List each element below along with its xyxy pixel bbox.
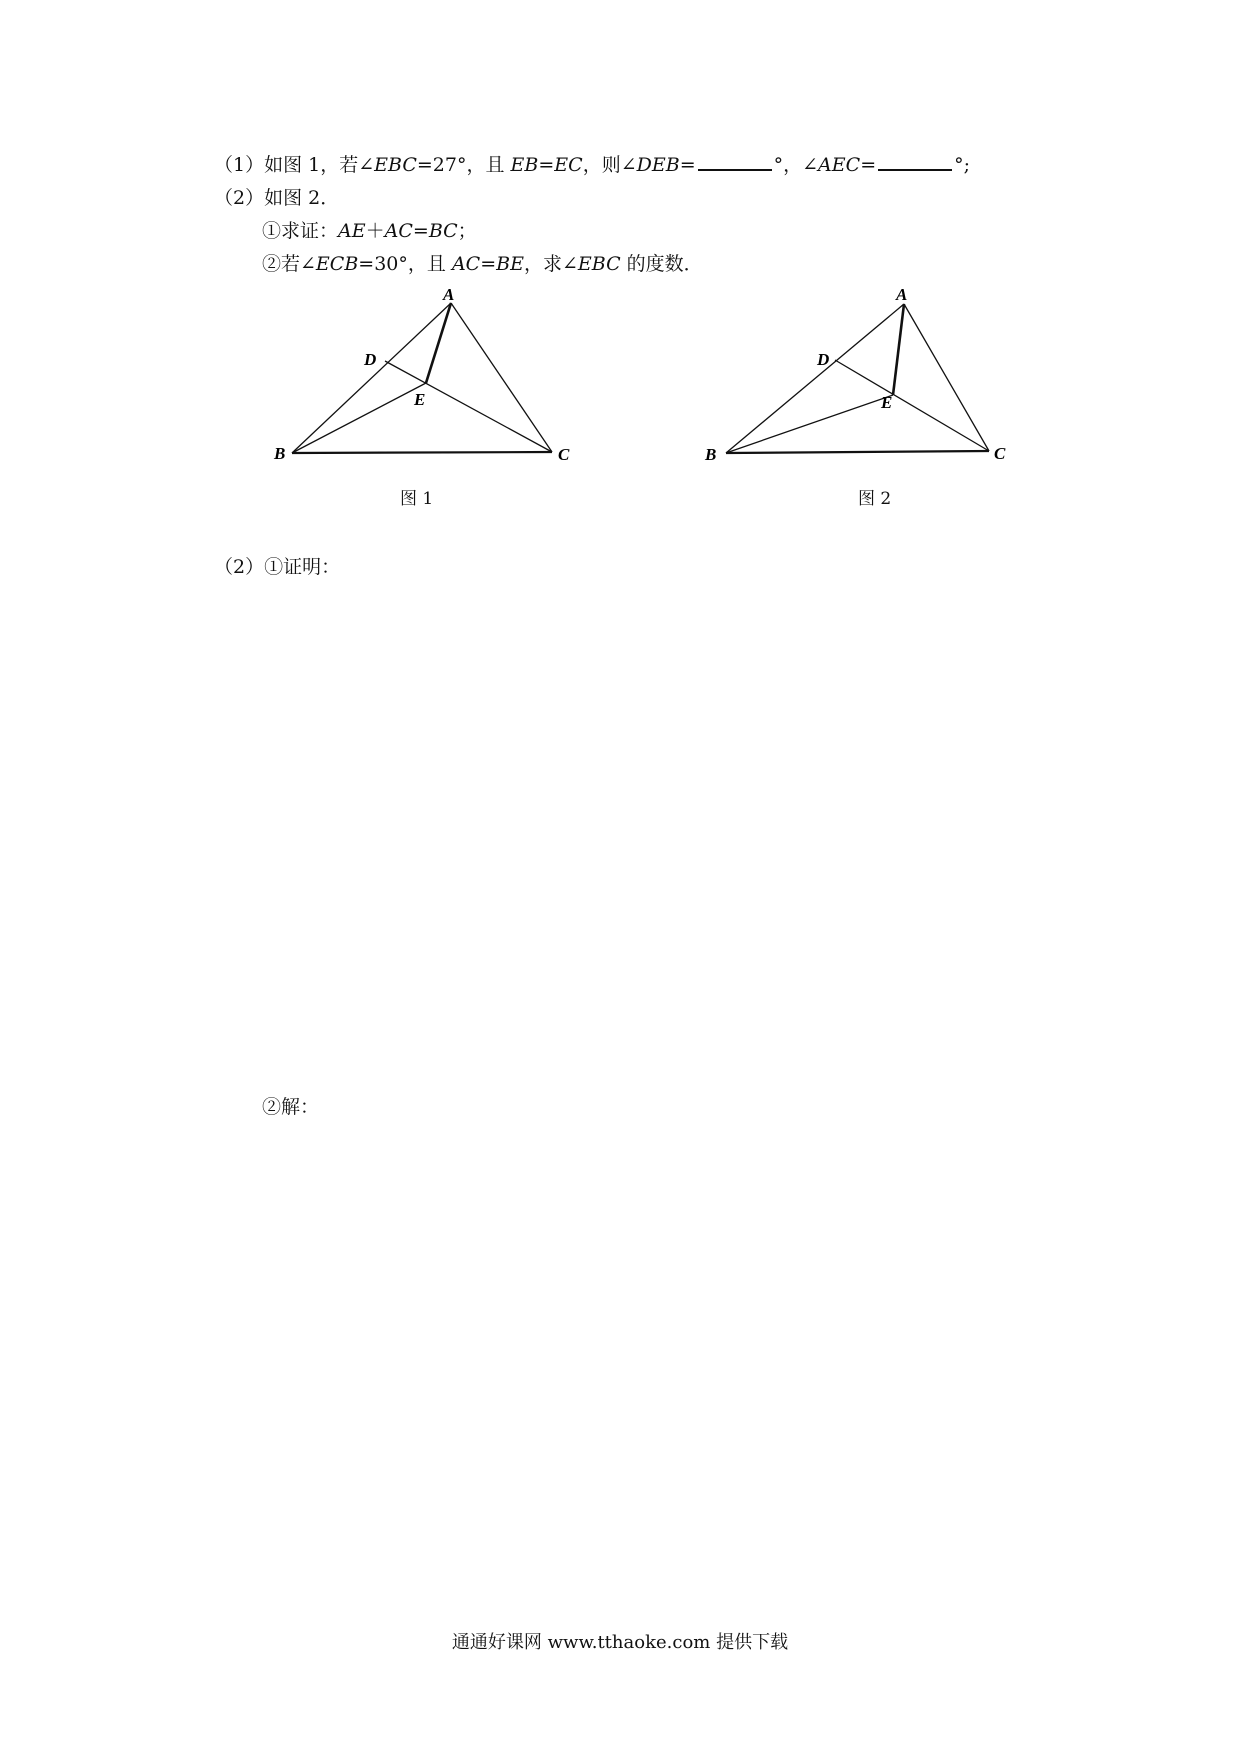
label-e: E	[414, 390, 426, 409]
solution-label: ②解：	[262, 1096, 320, 1118]
segment-ac	[451, 303, 552, 452]
question-2-part-1: ①求证：AE＋AC=BC；	[262, 220, 477, 242]
label-a: A	[896, 285, 908, 304]
segment-bc	[292, 452, 552, 453]
segment-ac	[904, 304, 989, 451]
question-2-part-2: ②若∠ECB=30°，且 AC=BE，求∠EBC 的度数．	[262, 253, 703, 275]
segment-be	[726, 395, 893, 453]
figure-2-caption: 图 2	[858, 489, 892, 509]
segment-dc	[385, 361, 552, 452]
proof-label: （2）①证明：	[214, 556, 341, 578]
label-b: B	[705, 445, 717, 464]
figure-1-caption: 图 1	[400, 489, 434, 509]
segment-dc	[835, 360, 989, 451]
figure-2	[690, 280, 1030, 480]
label-d: D	[364, 350, 377, 369]
segment-ab	[726, 304, 904, 453]
figure-1	[260, 280, 600, 480]
segment-be	[292, 383, 426, 453]
label-c: C	[558, 445, 570, 464]
answer-blank-aec[interactable]	[878, 153, 952, 171]
label-b: B	[274, 444, 286, 463]
segment-ae	[893, 304, 904, 395]
label-a: A	[443, 285, 455, 304]
label-e: E	[881, 393, 893, 412]
question-2-title: （2）如图 2．	[214, 187, 340, 209]
segment-bc	[726, 451, 989, 453]
footer-text: 通通好课网 www.tthaoke.com 提供下载	[451, 1632, 789, 1653]
answer-blank-deb[interactable]	[698, 153, 772, 171]
label-d: D	[817, 350, 830, 369]
label-c: C	[994, 444, 1006, 463]
question-1: （1）如图 1，若∠EBC=27°，且 EB=EC，则∠DEB= °，∠AEC= °;	[214, 154, 971, 176]
